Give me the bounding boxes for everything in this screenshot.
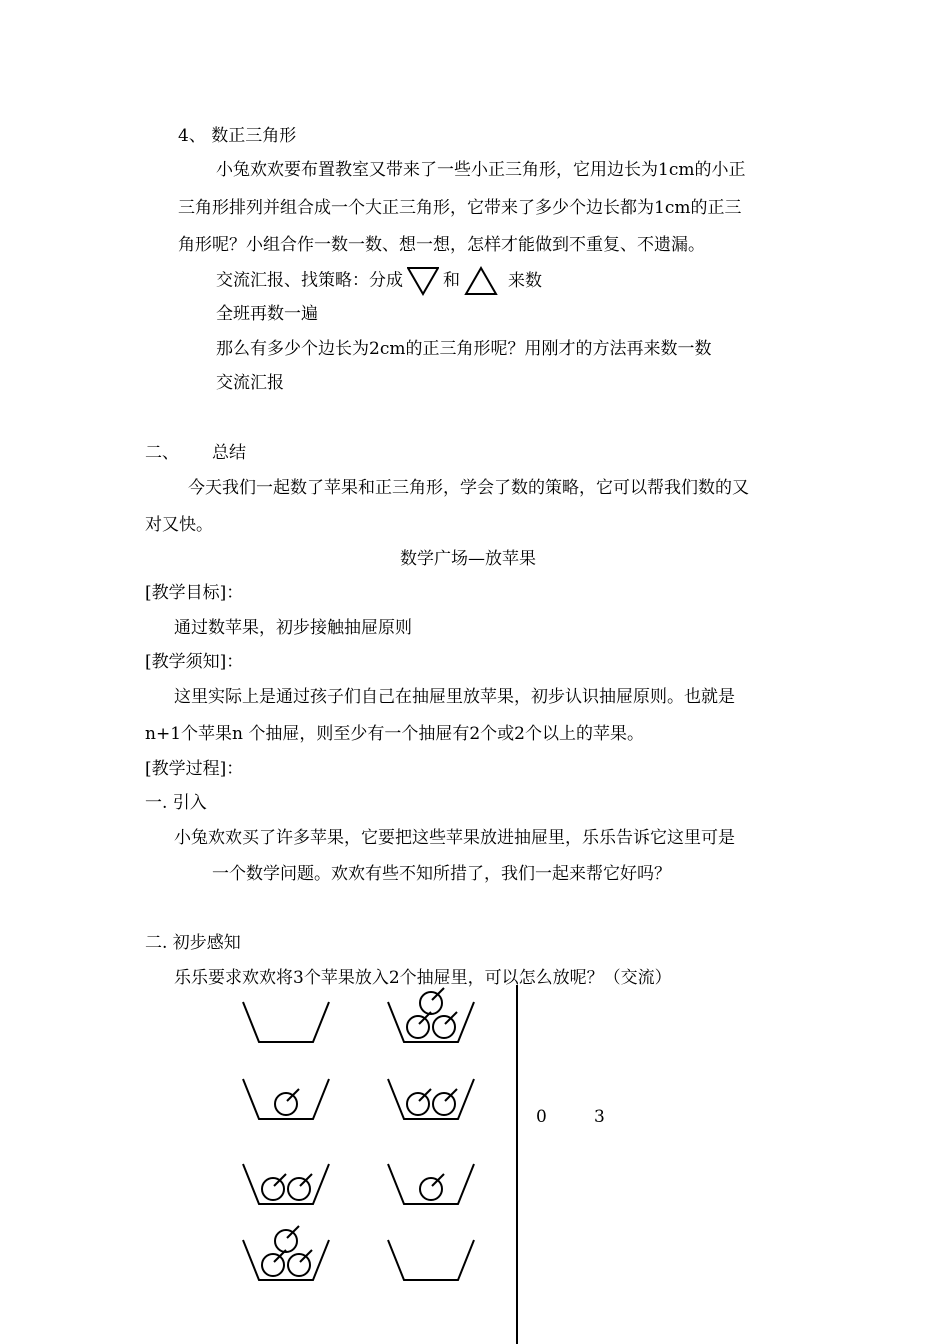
strategy-and: 和 [443, 270, 460, 291]
summary-line1: 今天我们一起数了苹果和正三角形，学会了数的策略，它可以帮我们数的又 [188, 478, 749, 498]
drawer-icon [243, 1079, 329, 1119]
apple-icon [407, 1016, 429, 1038]
intro-line1: 小兔欢欢买了许多苹果，它要把这些苹果放进抽屉里，乐乐告诉它这里可是 [174, 828, 735, 848]
drawer-left-3 [243, 1164, 329, 1204]
perceive-line: 乐乐要求欢欢将3个苹果放入2个抽屉里，可以怎么放呢？（交流） [174, 968, 672, 988]
apple-icon [407, 1093, 429, 1115]
drawer-right-2 [388, 1079, 474, 1119]
drawer-icon [388, 1079, 474, 1119]
recount-line: 全班再数一遍 [216, 304, 318, 324]
section4-para-line2: 三角形排列并组合成一个大正三角形，它带来了多少个边长都为1cm的正三 [178, 198, 742, 218]
apple-stem [432, 1174, 444, 1186]
strategy-suffix: 来数 [508, 270, 542, 291]
drawer-right-1 [388, 988, 474, 1042]
apple-icon [275, 1093, 297, 1115]
apple-stem [445, 1089, 457, 1101]
section4-para-line3: 角形呢？小组合作一数一数、想一想，怎样才能做到不重复、不遗漏。 [178, 235, 705, 255]
apple-icon [433, 1093, 455, 1115]
intro-line2: 一个数学问题。欢欢有些不知所措了，我们一起来帮它好吗？ [212, 864, 671, 884]
notice-label: [教学须知]： [145, 652, 244, 672]
perceive-heading: 二. 初步感知 [145, 933, 241, 953]
answer-right-count: 3 [594, 1107, 605, 1127]
intro-heading: 一. 引入 [145, 793, 207, 813]
drawer-left-1 [243, 1002, 329, 1042]
apple-stem [287, 1226, 299, 1238]
drawer-icon [243, 1164, 329, 1204]
apple-stem [300, 1174, 312, 1186]
drawer-icon [243, 1002, 329, 1042]
section4-para-line1: 小兔欢欢要布置教室又带来了一些小正三角形，它用边长为1cm的小正 [216, 160, 746, 180]
summary-number: 二、 [145, 443, 179, 463]
lesson-title: 数学广场—放苹果 [400, 549, 536, 569]
apple-stem [445, 1012, 457, 1024]
report-line: 交流汇报 [216, 373, 284, 393]
apple-stem [432, 988, 444, 1000]
drawer-icon [388, 1240, 474, 1280]
goal-text: 通过数苹果，初步接触抽屉原则 [174, 618, 412, 638]
notice-line1: 这里实际上是通过孩子们自己在抽屉里放苹果，初步认识抽屉原则。也就是 [174, 687, 735, 707]
summary-line2: 对又快。 [145, 515, 213, 535]
apple-icon [433, 1016, 455, 1038]
apple-stem [300, 1250, 312, 1262]
apple-stem [287, 1089, 299, 1101]
drawer-right-4 [388, 1240, 474, 1280]
apple-icon [262, 1254, 284, 1276]
strategy-prefix: 交流汇报、找策略：分成 [216, 270, 403, 291]
notice-line2: n+1个苹果n 个抽屉，则至少有一个抽屉有2个或2个以上的苹果。 [145, 724, 644, 744]
drawer-right-3 [388, 1164, 474, 1204]
drawer-icon [388, 1164, 474, 1204]
drawer-left-4 [243, 1226, 329, 1280]
question-2cm: 那么有多少个边长为2cm的正三角形呢？用刚才的方法再来数一数 [216, 339, 712, 359]
apple-icon [275, 1230, 297, 1252]
section4-heading: 4、 数正三角形 [178, 126, 297, 146]
answer-left-count: 0 [536, 1107, 547, 1127]
drawer-icon [388, 1002, 474, 1042]
drawer-left-2 [243, 1079, 329, 1119]
apple-stem [274, 1174, 286, 1186]
process-label: [教学过程]： [145, 759, 244, 779]
apple-icon [288, 1178, 310, 1200]
apple-icon [420, 1178, 442, 1200]
apple-icon [262, 1178, 284, 1200]
goal-label: [教学目标]： [145, 583, 244, 603]
summary-title: 总结 [212, 443, 246, 463]
drawer-icon [243, 1240, 329, 1280]
apple-icon [288, 1254, 310, 1276]
apple-icon [420, 992, 442, 1014]
apple-stem [419, 1089, 431, 1101]
